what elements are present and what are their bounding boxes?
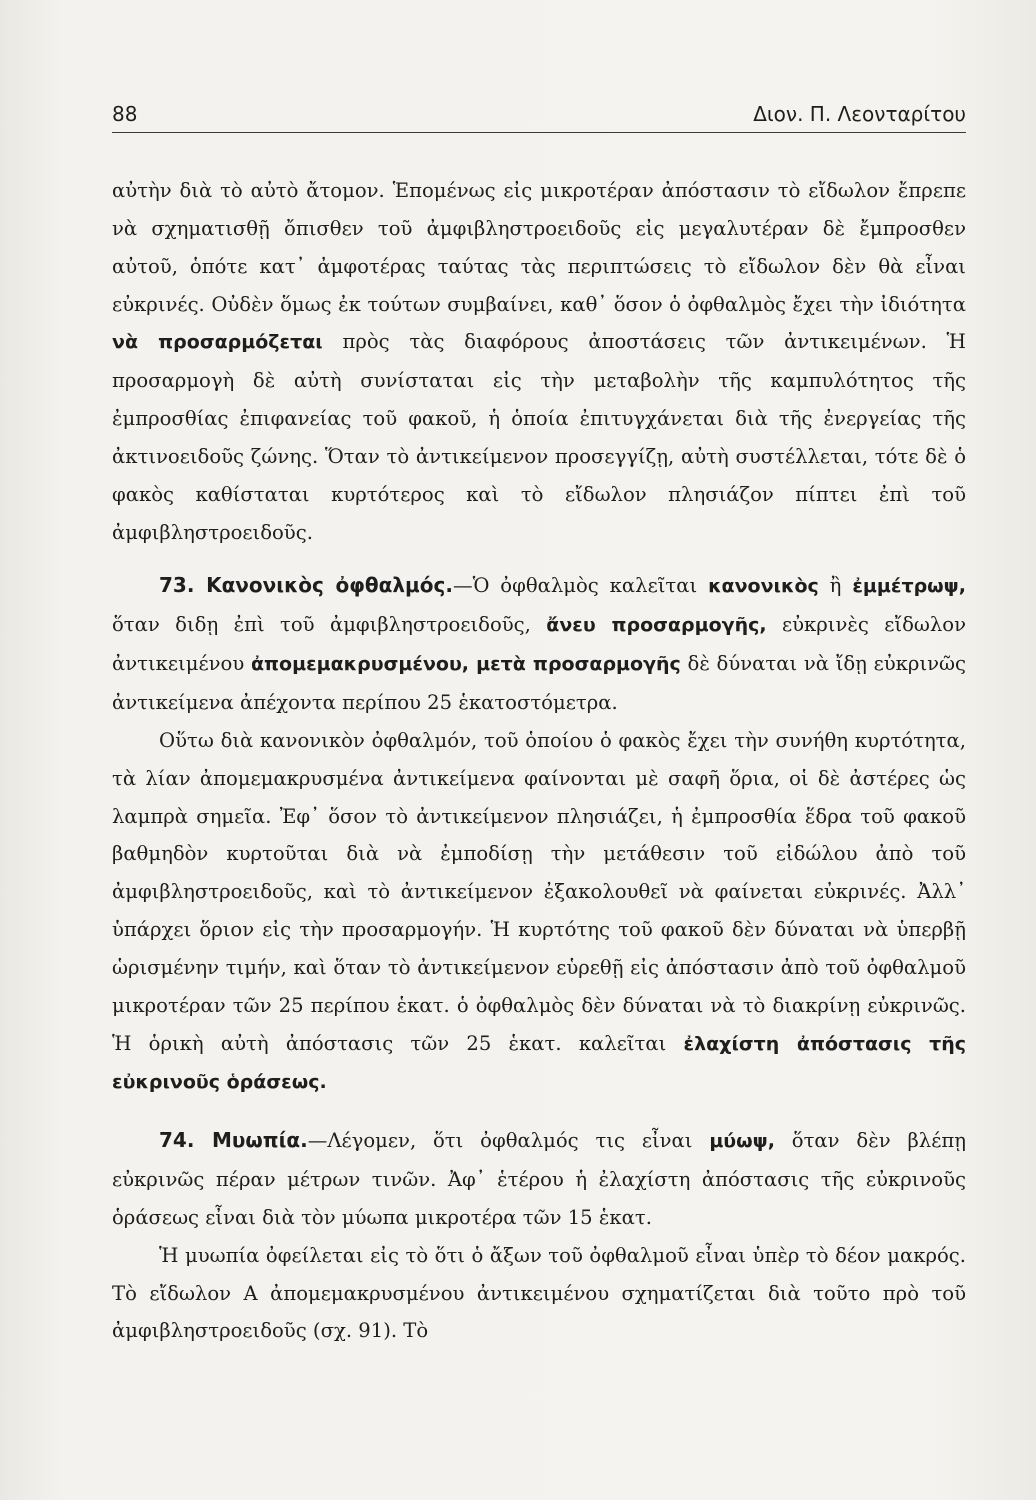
text-run: δὲ δύναται νὰ ἴδῃ εὐκρινῶς ἀντικείμενα ἀπέχοντα περίπου 25 ἑκατοστόμετρα. xyxy=(112,652,966,714)
bold-term: ἐλαχίστη ἀπόστασις τῆς εὐκρινοῦς ὁράσεως. xyxy=(112,1032,967,1094)
paragraph-myopia-cause xyxy=(112,1237,966,1351)
text-run: Ἡ μυωπία ὀφείλεται εἰς τὸ ὅτι ὁ ἄξων τοῦ ὀφθαλμοῦ εἶναι ὑπὲρ τὸ δέον μακρός. Τὸ εἴδωλον Α ἀπομεμακρυσμένου ἀντικειμένου σχηματίζεται διὰ τοῦτο πρὸ τοῦ ἀμφιβληστροειδοῦς (σχ. 91). Τὸ xyxy=(112,1243,966,1343)
bold-term: ἐμμέτρωψ, xyxy=(852,575,966,598)
text-run: Οὕτω διὰ κανονικὸν ὀφθαλμόν, τοῦ ὁποίου ὁ φακὸς ἔχει τὴν συνήθη κυρτότητα, τὰ λίαν ἀπομεμακρυσμένα ἀντικείμενα φαίνονται μὲ σαφῆ ὅρια, οἱ δὲ ἀστέρες ὡς λαμπρὰ σημεῖα. Ἐφ᾿ ὅσον τὸ ἀντικείμενον πλησιάζει, ἡ ἐμπροσθία ἕδρα τοῦ φακοῦ βαθμηδὸν κυρτοῦται διὰ νὰ ἐμποδίσῃ τὴν μετάθεσιν τοῦ εἰδώλου ἀπὸ τοῦ ἀμφιβληστροειδοῦς, καὶ τὸ ἀντικείμενον ἐξακολουθεῖ νὰ φαίνεται εὐκρινές. Ἀλλ᾿ ὑπάρχει ὅριον εἰς τὴν προσαρμογήν. Ἡ κυρτότης τοῦ φακοῦ δὲν δύναται νὰ ὑπερβῇ ὡρισμένην τιμήν, καὶ ὅταν τὸ ἀντικείμενον εὑρεθῇ εἰς ἀπόστασιν ἀπὸ τοῦ ὀφθαλμοῦ μικροτέραν τῶν 25 περίπου ἑκατ. ὁ ὀφθαλμὸς δὲν δύναται νὰ τὸ διακρίνῃ εὐκρινῶς. Ἡ ὁρικὴ αὐτὴ ἀπόστασις τῶν 25 ἑκατ. καλεῖται xyxy=(112,728,966,1055)
text-run: —Ὁ ὀφθαλμὸς καλεῖται xyxy=(452,574,709,598)
body-text xyxy=(112,172,966,1350)
text-run: ἢ xyxy=(818,574,853,598)
bold-term: κανονικὸς xyxy=(708,575,819,598)
bold-term: νὰ προσαρμόζεται xyxy=(112,331,323,354)
text-run: —Λέγομεν, ὅτι ὀφθαλμός τις εἶναι xyxy=(307,1129,710,1153)
bold-term: ἀπομεμακρυσμένου, μετὰ προσαρμογῆς xyxy=(250,653,681,676)
text-run: ὅταν δὲν βλέπῃ εὐκρινῶς πέραν μέτρων τινῶν. Ἀφ᾿ ἑτέρου ἡ ἐλαχίστη ἀπόστασις τῆς εὐκρινοῦς ὁράσεως εἶναι διὰ τὸν μύωπα μικροτέρα τῶν 15 ἑκατ. xyxy=(112,1129,966,1229)
section-73-heading: 73. Κανονικὸς ὀφθαλμός. xyxy=(159,573,453,598)
section-74-heading: 74. Μυωπία. xyxy=(159,1128,308,1153)
text-run: πρὸς τὰς διαφόρους ἀποστάσεις τῶν ἀντικειμένων. Ἡ προσαρμογὴ δὲ αὐτὴ συνίσταται εἰς τὴν μεταβολὴν τῆς καμπυλότητος τῆς ἐμπροσθίας ἐπιφανείας τοῦ φακοῦ, ἡ ὁποία ἐπιτυγχάνεται διὰ τῆς ἐνεργείας τῆς ἀκτινοειδοῦς ζώνης. Ὅταν τὸ ἀντικείμενον προσεγγίζῃ, αὐτὴ συστέλλεται, τότε δὲ ὁ φακὸς καθίσταται κυρτότερος καὶ τὸ εἴδωλον πλησιάζον πίπτει ἐπὶ τοῦ ἀμφιβληστροειδοῦς. xyxy=(112,330,966,544)
page-number: 88 xyxy=(112,102,138,126)
running-head: Διον. Π. Λεονταρίτου xyxy=(753,102,966,126)
page-header xyxy=(112,100,966,133)
bold-term: ἄνευ προσαρμογῆς, xyxy=(546,614,767,637)
section-73-paragraph xyxy=(112,567,966,721)
text-run: ὅταν διδῃ ἐπὶ τοῦ ἀμφιβληστροειδοῦς, xyxy=(112,613,547,637)
bold-term: μύωψ, xyxy=(709,1130,775,1153)
section-74-paragraph xyxy=(112,1122,966,1237)
paragraph-continuation xyxy=(112,172,966,551)
text-run: εὐκρινὲς εἴδωλον ἀντικειμένου xyxy=(112,613,966,676)
text-run: αὐτὴν διὰ τὸ αὐτὸ ἄτομον. Ἑπομένως εἰς μικροτέραν ἀπόστασιν τὸ εἴδωλον ἔπρεπε νὰ σχηματισθῇ ὄπισθεν τοῦ ἀμφιβληστροειδοῦς εἰς μεγαλυτέραν δὲ ἔμπροσθεν αὐτοῦ, ὁπότε κατ᾿ ἀμφοτέρας ταύτας τὰς περιπτώσεις τὸ εἴδωλον δὲν θὰ εἶναι εὐκρινές. Οὐδὲν ὅμως ἐκ τούτων συμβαίνει, καθ᾿ ὅσον ὁ ὀφθαλμὸς ἔχει τὴν ἰδιότητα xyxy=(112,179,966,316)
paragraph-normal-eye xyxy=(112,722,966,1102)
